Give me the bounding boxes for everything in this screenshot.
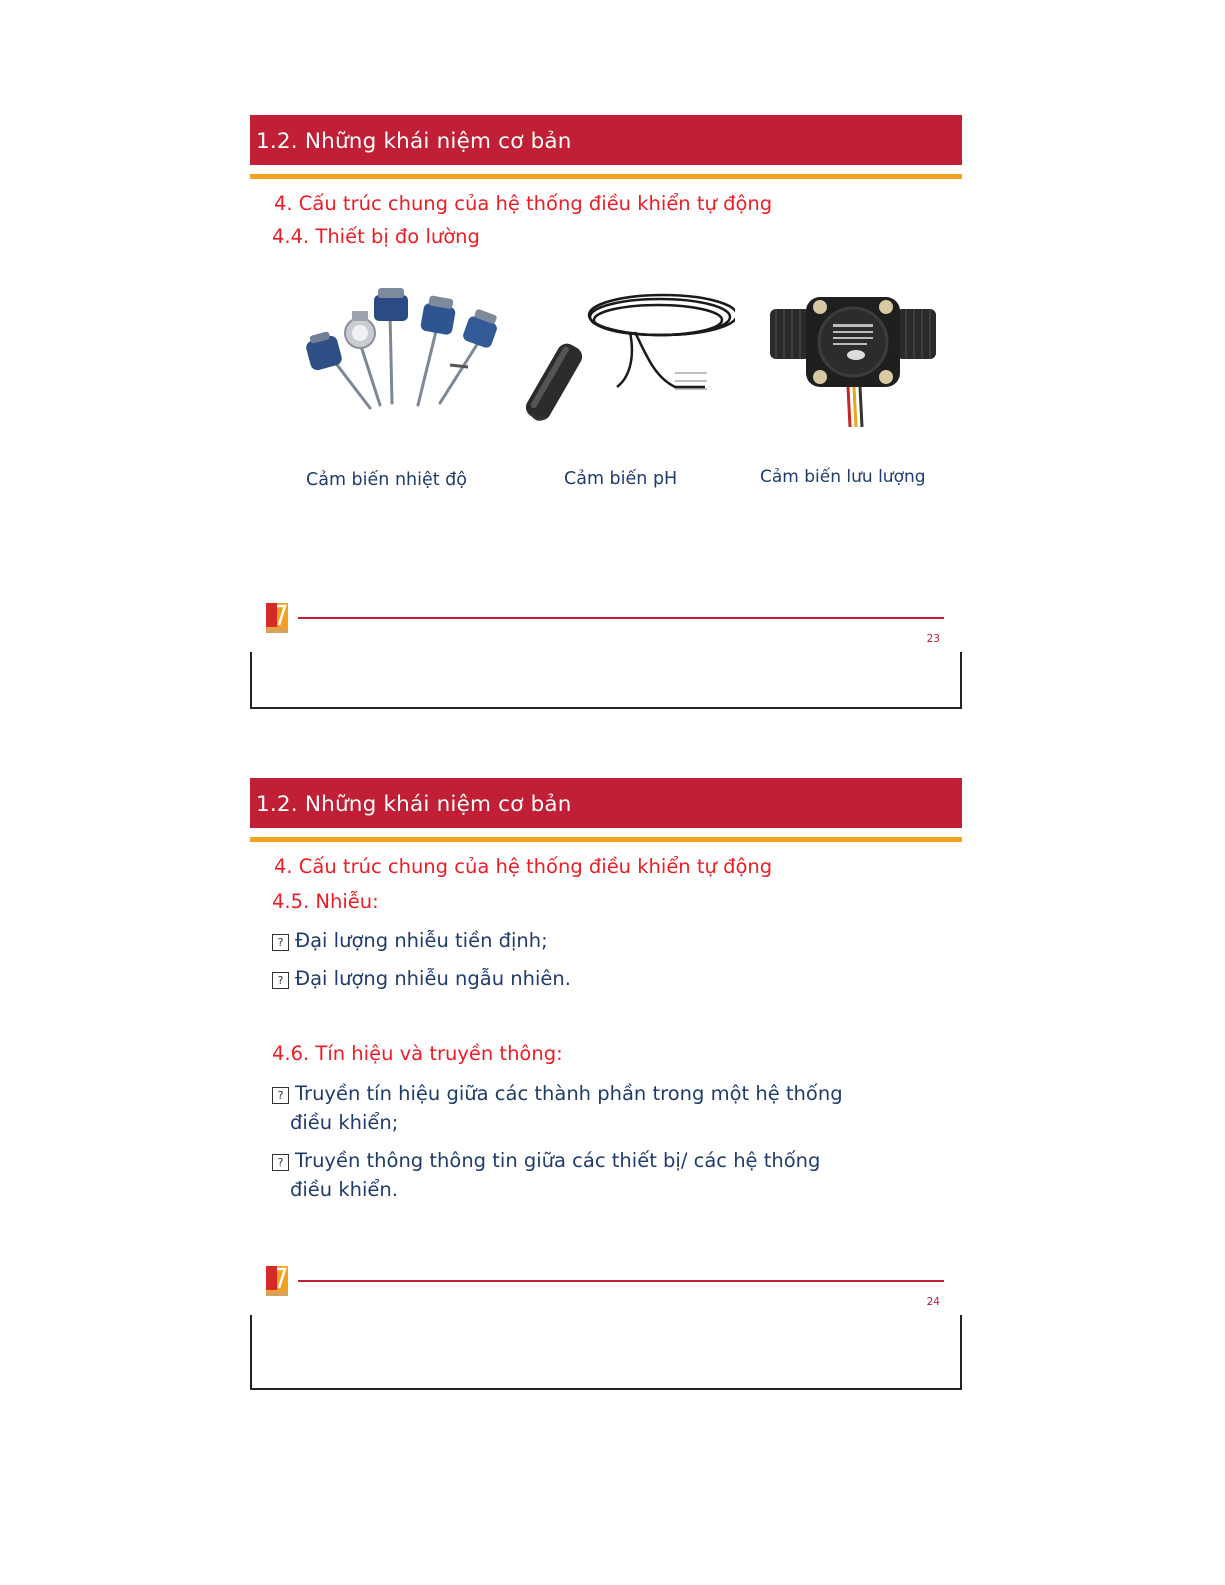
slide-24 xyxy=(250,778,962,1390)
slide-frame xyxy=(250,652,962,709)
slide-title: 1.2. Những khái niệm cơ bản xyxy=(256,129,572,154)
noise-item-deterministic: ? Đại lượng nhiễu tiền định; xyxy=(272,926,548,955)
section-heading: 4. Cấu trúc chung của hệ thống điều khiển tự động xyxy=(274,192,773,215)
footer-divider xyxy=(298,617,944,619)
page-number: 23 xyxy=(926,633,940,645)
bullet-box-icon: ? xyxy=(272,1087,289,1104)
section-heading: 4. Cấu trúc chung của hệ thống điều khiển tự động xyxy=(274,855,773,878)
bullet-box-icon: ? xyxy=(272,934,289,951)
slide-23 xyxy=(250,115,962,709)
university-logo-icon xyxy=(266,603,288,633)
caption-ph-sensor: Cảm biến pH xyxy=(564,469,678,489)
noise-item-random: ? Đại lượng nhiễu ngẫu nhiên. xyxy=(272,964,571,993)
subsection-heading: 4.4. Thiết bị đo lường xyxy=(272,225,480,248)
subsection-heading-noise: 4.5. Nhiễu: xyxy=(272,890,379,913)
caption-temperature-sensor: Cảm biến nhiệt độ xyxy=(306,470,467,490)
subsection-heading-signal: 4.6. Tín hiệu và truyền thông: xyxy=(272,1042,563,1065)
slide-header-band xyxy=(250,115,962,165)
header-divider xyxy=(250,174,962,179)
signal-item-internal: ? Truyền tín hiệu giữa các thành phần trong một hệ thống điều khiển; xyxy=(272,1079,843,1137)
footer-divider xyxy=(298,1280,944,1282)
slide-title: 1.2. Những khái niệm cơ bản xyxy=(256,792,572,817)
caption-flow-sensor: Cảm biến lưu lượng xyxy=(760,467,926,487)
ph-sensor-photo xyxy=(525,287,735,432)
slide-frame xyxy=(250,1315,962,1390)
signal-item-communication: ? Truyền thông thông tin giữa các thiết bị/ các hệ thống điều khiển. xyxy=(272,1146,820,1204)
temperature-sensor-photo xyxy=(300,283,510,423)
university-logo-icon xyxy=(266,1266,288,1296)
slide-header-band xyxy=(250,778,962,828)
flow-sensor-photo xyxy=(768,289,938,434)
bullet-box-icon: ? xyxy=(272,1154,289,1171)
header-divider xyxy=(250,837,962,842)
bullet-box-icon: ? xyxy=(272,972,289,989)
page-number: 24 xyxy=(926,1296,940,1308)
